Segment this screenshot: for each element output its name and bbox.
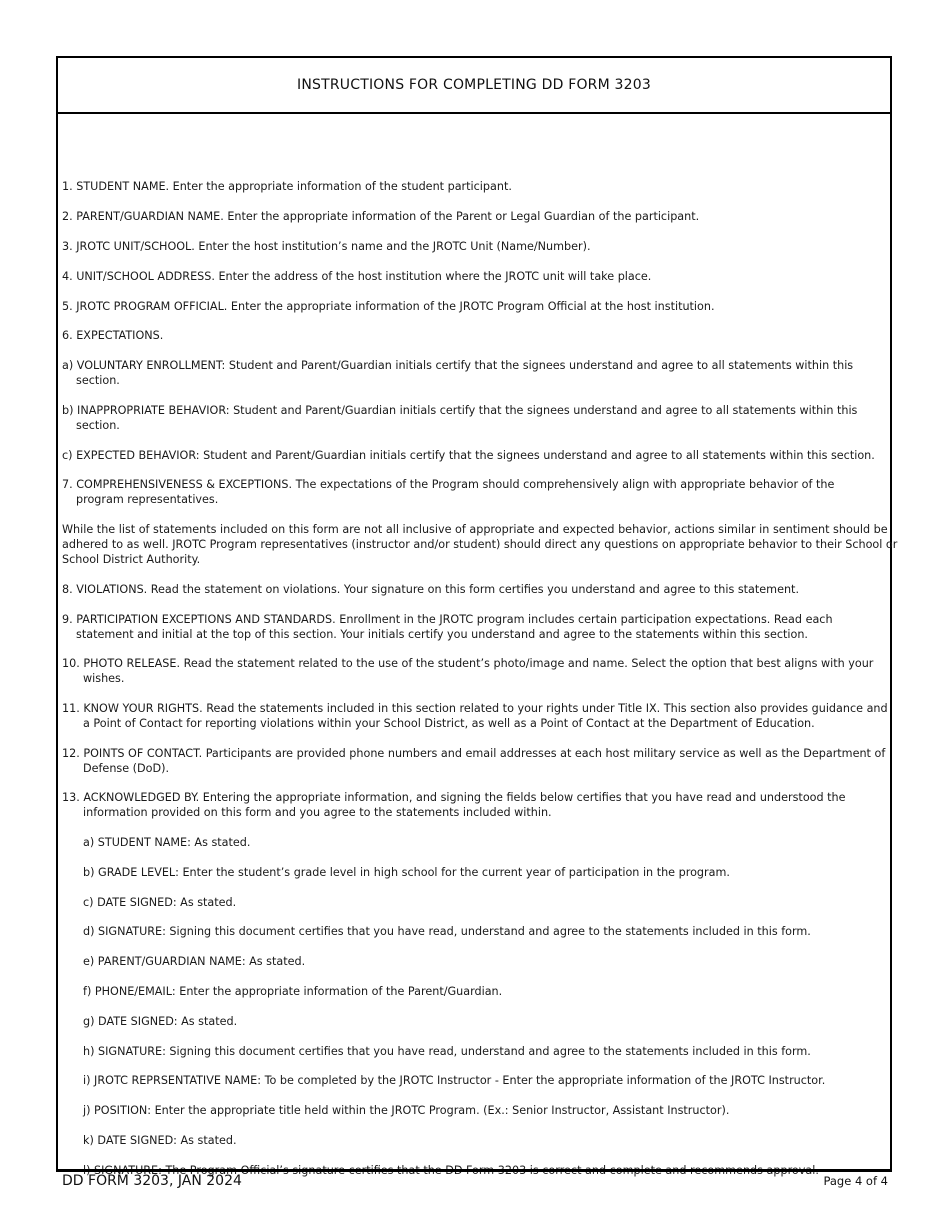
instruction-9-continued: statement and initial at the top of this section. Your initials certify you understand and agree to the statements within this section.	[76, 628, 808, 641]
instruction-11-know-your-rights: 11. KNOW YOUR RIGHTS. Read the statements included in this section related to your rights under Title IX. This section also provides guidance and	[62, 702, 888, 715]
instruction-13d-signature: d) SIGNATURE: Signing this document certifies that you have read, understand and agree to the statements included in this form.	[83, 925, 811, 938]
instruction-6c-expected-behavior: c) EXPECTED BEHAVIOR: Student and Parent/Guardian initials certify that the signees understand and agree to all statements within this section.	[62, 449, 875, 462]
instruction-1-student-name: 1. STUDENT NAME. Enter the appropriate information of the student participant.	[62, 180, 512, 193]
instruction-4-unit-school-address: 4. UNIT/SCHOOL ADDRESS. Enter the address of the host institution where the JROTC unit will take place.	[62, 270, 652, 283]
instructions-body	[58, 114, 898, 1170]
instruction-8-violations: 8. VIOLATIONS. Read the statement on violations. Your signature on this form certifies you understand and agree to this statement.	[62, 583, 800, 596]
instruction-3-jrotc-unit-school: 3. JROTC UNIT/SCHOOL. Enter the host institution’s name and the JROTC Unit (Name/Number).	[62, 240, 591, 253]
form-title: INSTRUCTIONS FOR COMPLETING DD FORM 3203	[58, 58, 890, 114]
instruction-13j-position: j) POSITION: Enter the appropriate title held within the JROTC Program. (Ex.: Senior Instructor, Assistant Instructor).	[83, 1104, 730, 1117]
instruction-13k-date-signed: k) DATE SIGNED: As stated.	[83, 1134, 237, 1147]
paragraph-statement-list-line-3: School District Authority.	[62, 553, 201, 566]
instruction-7-continued: program representatives.	[76, 493, 219, 506]
instruction-6b-inappropriate-behavior: b) INAPPROPRIATE BEHAVIOR: Student and Parent/Guardian initials certify that the signees understand and agree to all statements within this	[62, 404, 858, 417]
form-frame	[56, 56, 898, 1172]
instruction-6a-continued: section.	[76, 374, 120, 387]
instruction-12-continued: Defense (DoD).	[83, 762, 170, 775]
instruction-13b-grade-level: b) GRADE LEVEL: Enter the student’s grade level in high school for the current year of participation in the program.	[83, 866, 730, 879]
page-number: Page 4 of 4	[823, 1174, 888, 1188]
instruction-13f-phone-email: f) PHONE/EMAIL: Enter the appropriate information of the Parent/Guardian.	[83, 985, 503, 998]
instruction-11-continued: a Point of Contact for reporting violations within your School District, as well as a Point of Contact at the Department of Education.	[83, 717, 815, 730]
instruction-13g-date-signed: g) DATE SIGNED: As stated.	[83, 1015, 238, 1028]
instruction-13c-date-signed: c) DATE SIGNED: As stated.	[83, 896, 237, 909]
form-identifier: DD FORM 3203, JAN 2024	[62, 1173, 242, 1189]
instruction-13e-parent-guardian-name: e) PARENT/GUARDIAN NAME: As stated.	[83, 955, 306, 968]
instruction-13-acknowledged-by: 13. ACKNOWLEDGED BY. Entering the appropriate information, and signing the fields below certifies that you have read and understood the	[62, 791, 846, 804]
paragraph-statement-list: While the list of statements included on this form are not all inclusive of appropriate and expected behavior, actions similar in sentiment should be	[62, 523, 888, 536]
instruction-12-points-of-contact: 12. POINTS OF CONTACT. Participants are provided phone numbers and email addresses at each host military service as well as the Department of	[62, 747, 886, 760]
instruction-13a-student-name: a) STUDENT NAME: As stated.	[83, 836, 251, 849]
instruction-10-continued: wishes.	[83, 672, 125, 685]
instruction-9-participation-exceptions: 9. PARTICIPATION EXCEPTIONS AND STANDARDS. Enrollment in the JROTC program includes certain participation expectations. Read each	[62, 613, 833, 626]
instruction-6a-voluntary-enrollment: a) VOLUNTARY ENROLLMENT: Student and Parent/Guardian initials certify that the signees understand and agree to all statements within this	[62, 359, 854, 372]
instruction-13i-jrotc-representative-name: i) JROTC REPRSENTATIVE NAME: To be completed by the JROTC Instructor - Enter the appropriate information of the JROTC Instructor.	[83, 1074, 826, 1087]
instruction-13-continued: information provided on this form and you agree to the statements included within.	[83, 806, 552, 819]
instruction-2-parent-guardian-name: 2. PARENT/GUARDIAN NAME. Enter the appropriate information of the Parent or Legal Guardian of the participant.	[62, 210, 700, 223]
instruction-7-comprehensiveness: 7. COMPREHENSIVENESS & EXCEPTIONS. The expectations of the Program should comprehensively align with appropriate behavior of the	[62, 478, 835, 491]
instruction-5-program-official: 5. JROTC PROGRAM OFFICIAL. Enter the appropriate information of the JROTC Program Official at the host institution.	[62, 300, 715, 313]
form-bottom-rule	[56, 1169, 892, 1172]
instruction-13h-signature: h) SIGNATURE: Signing this document certifies that you have read, understand and agree to the statements included in this form.	[83, 1045, 811, 1058]
paragraph-statement-list-line-2: adhered to as well. JROTC Program representatives (instructor and/or student) should direct any questions on appropriate behavior to their School or	[62, 538, 898, 551]
instruction-6b-continued: section.	[76, 419, 120, 432]
instruction-6-expectations: 6. EXPECTATIONS.	[62, 329, 164, 342]
instruction-10-photo-release: 10. PHOTO RELEASE. Read the statement related to the use of the student’s photo/image and name. Select the option that best aligns with your	[62, 657, 874, 670]
